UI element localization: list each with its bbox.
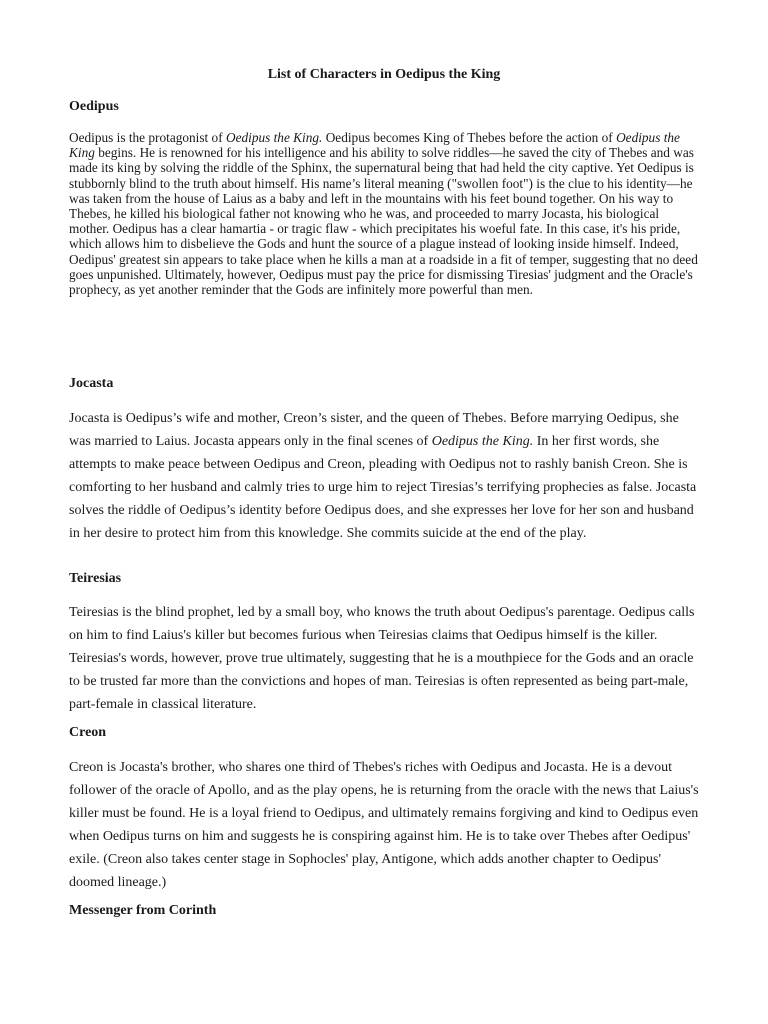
section-teiresias xyxy=(69,570,699,716)
section-heading: Teiresias xyxy=(69,571,122,586)
section-creon xyxy=(69,724,699,894)
italic-title-run: Oedipus the King. xyxy=(225,130,323,145)
italic-title-run: Oedipus the King. xyxy=(431,434,534,449)
section-heading: Messenger from Corinth xyxy=(69,903,217,918)
page-title: List of Characters in Oedipus the King xyxy=(267,67,501,82)
text-run: Teiresias is the blind prophet, led by a small boy, who knows the truth about Oedipus's parentage. Oedipus calls on him to find Laius's killer but becomes furious when Teiresias claims that Oedipus himself is the killer. Teiresias's words, however, prove true ultimately, suggesting that he is a mouthpiece for the Gods and an oracle to be trusted far more than the convictions and hopes of man. Teiresias is often represented as being part-male, part-female in classical literature. xyxy=(69,605,695,712)
section-paragraph xyxy=(69,130,699,297)
text-run: begins. He is renowned for his intelligence and his ability to solve riddles—he saved the city of Thebes and was made its king by solving the riddle of the Sphinx, the supernatural being that had held the city captive. Yet Oedipus is stubbornly blind to the truth about himself. His name’s literal meaning ("swollen foot") is the clue to his identity—he was taken from the house of Laius as a baby and left in the mountains with his feet bound together. On his way to Thebes, he killed his biological father not knowing who he was, and proceeded to marry Jocasta, his biological mother. Oedipus has a clear hamartia - or tragic flaw - which precipitates his woeful fate. In this case, it's his pride, which allows him to disbelieve the Gods and hunt the source of a plague instead of looking inside himself. Indeed, Oedipus' greatest sin appears to take place when he kills a man at a roadside in a fit of temper, suggesting that no deed goes unpunished. Ultimately, however, Oedipus must pay the price for dismissing Tiresias' judgment and the Oracle's prophecy, as yet another reminder that the Gods are infinitely more powerful than men. xyxy=(69,145,698,298)
section-paragraph xyxy=(69,756,699,894)
section-paragraph xyxy=(69,407,699,545)
section-oedipus xyxy=(69,98,699,297)
text-run: Oedipus is the protagonist of xyxy=(69,130,226,145)
text-run: Oedipus becomes King of Thebes before the action of xyxy=(322,130,617,145)
section-heading: Jocasta xyxy=(69,376,114,391)
text-run: Creon is Jocasta's brother, who shares one third of Thebes's riches with Oedipus and Jocasta. He is a devout follower of the oracle of Apollo, and as the play opens, he is returning from the oracle with the news that Laius's killer must be found. He is a loyal friend to Oedipus, and ultimately remains forgiving and kind to Oedipus even when Oedipus turns on him and suggests he is conspiring against him. He is to take over Thebes after Oedipus' exile. (Creon also takes center stage in Sophocles' play, Antigone, which adds another chapter to Oedipus' doomed lineage.) xyxy=(69,760,699,890)
text-run: Jocasta is Oedipus’s wife and mother, Creon’s sister, and the queen of Thebes. Before marrying Oedipus, she was married to Laius. Jocasta appears only in the final scenes of xyxy=(69,411,679,449)
section-paragraph xyxy=(69,601,699,716)
section-jocasta xyxy=(69,375,699,545)
section-heading: Oedipus xyxy=(69,99,119,114)
section-heading: Creon xyxy=(69,725,107,740)
text-run: In her first words, she attempts to make peace between Oedipus and Creon, pleading with Oedipus not to rashly banish Creon. She is comforting to her husband and calmly tries to urge him to reject Tiresias’s terrifying prophecies as false. Jocasta solves the riddle of Oedipus’s identity before Oedipus does, and she expresses her love for her son and husband in her desire to protect him from this knowledge. She commits suicide at the end of the play. xyxy=(69,434,697,541)
italic-title-run: Oedipus the King xyxy=(69,130,680,161)
section-messenger-from-corinth xyxy=(69,902,699,920)
